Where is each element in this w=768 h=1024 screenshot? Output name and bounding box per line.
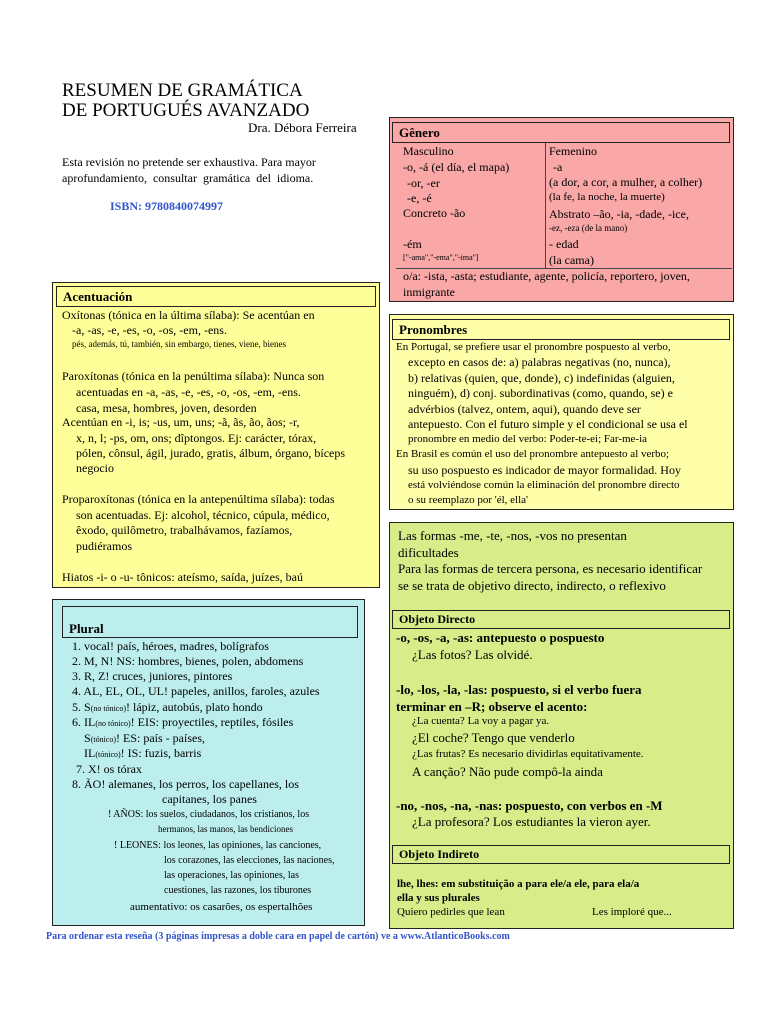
objeto-directo-rule-2: -lo, -los, -la, -las: pospuesto, si el verbo fuera [396,682,642,697]
objeto-directo-title: Objeto Directo [392,610,730,629]
genero-fem-7: (la cama) [549,253,594,267]
plural-rule-8-leones-cont-3: cuestiones, las razones, los tiburones [164,885,312,896]
plural-rule-7: 7. X! os tórax [76,762,142,776]
plural-rule-5: 5. S(no tónico)! lápiz, autobús, plato hondo [72,700,263,714]
pronombres-line: En Brasil es común el uso del pronombre antepuesto al verbo; [396,448,670,460]
plural-rule-2: 2. M, N! NS: hombres, bienes, polen, abdomens [72,654,304,668]
genero-femenino-heading: Femenino [549,144,597,158]
genero-masc-4: Concreto -ão [403,206,466,220]
genero-masc-1: -o, -á (el día, el mapa) [403,160,510,174]
plural-rule-8-anos-cont: hermanos, las manos, las bendiciones [158,824,293,834]
footer-order-note: Para ordenar esta reseña (3 páginas impresas a doble cara en papel de cartón) ve a www.AtlanticoBooks.com [46,931,510,942]
pronombres-line: b) relativas (quien, que, donde), c) indefinidas (alguien, [408,371,675,385]
acentuacion-line: Acentúan en -i, is; -us, um, uns; -ã, ãs, ão, ãos; -r, [62,415,300,429]
plural-rule-8-aumentativo: aumentativo: os casarões, os espertalhões [130,901,313,913]
plural-rule-8-cont: capitanes, los panes [162,792,257,806]
objeto-indirecto-rule-1: lhe, lhes: em substituição a para ele/a ele, para ela/a [397,878,640,890]
acentuacion-line: pés, además, tú, también, sin embargo, tienes, viene, bienes [72,339,287,349]
acentuacion-line: pólen, cônsul, ágil, jurado, gratis, álbum, órgano, bíceps [76,446,346,460]
objeto-indirecto-title: Objeto Indireto [392,845,730,864]
objeto-directo-example-4: ¿Las frutas? Es necesario dividirlas equitativamente. [412,748,644,760]
pronombres-title: Pronombres [392,319,730,340]
plural-rule-8-leones: ! LEONES: los leones, las opiniones, las canciones, [114,840,322,851]
objeto-directo-example-3: ¿El coche? Tengo que venderlo [412,730,575,745]
genero-masc-3: -e, -é [407,191,432,205]
plural-rule-8: 8. ÃO! alemanes, los perros, los capellanes, los [72,777,299,791]
isbn: ISBN: 9780840074997 [110,199,224,213]
genero-fem-3: (la fe, la noche, la muerte) [549,191,665,203]
genero-masc-6: ["-ama","-ema","-ima"] [403,253,479,262]
genero-fem-6: - edad [549,237,579,251]
pronombres-line: excepto en casos de: a) palabras negativas (no, nunca), [408,355,671,369]
plural-rule-3: 3. R, Z! cruces, juniores, pintores [72,669,233,683]
plural-rule-8-anos: ! AÑOS: los suelos, ciudadanos, los cristianos, los [108,809,310,820]
objeto-indirecto-example-1: Quiero pedirles que lean [397,906,505,918]
plural-rule-6: 6. IL(no tónico)! EIS: proyectiles, reptiles, fósiles [72,715,294,729]
acentuacion-line: negocio [76,461,114,475]
genero-masculino-heading: Masculino [403,144,454,158]
acentuacion-line: -a, -as, -e, -es, -o, -os, -em, -ens. [72,323,227,337]
objeto-directo-rule-2-cont: terminar en –R; observe el acento: [396,699,588,714]
acentuacion-line: Oxítonas (tónica en la última sílaba): Se acentúan en [62,308,315,322]
objeto-directo-example-5: A canção? Não pude compô-la ainda [412,764,603,779]
genero-masc-2: -or, -er [407,176,440,190]
acentuacion-line: pudiéramos [76,539,132,553]
objeto-indirecto-example-2: Les imploré que... [592,906,672,918]
author: Dra. Débora Ferreira [248,120,357,135]
plural-rule-8-leones-cont-2: las operaciones, las opiniones, las [164,870,299,881]
acentuacion-line: son acentuadas. Ej: alcohol, técnico, cúpula, médico, [76,508,330,522]
genero-fem-2: (a dor, a cor, a mulher, a colher) [549,175,703,189]
pronombres-line: pronombre en medio del verbo: Poder-te-ei; Far-me-ia [408,433,648,445]
plural-rule-6-tonico-s: S(tónico)! ES: país - países, [84,731,206,745]
acentuacion-line: acentuadas en -a, -as, -e, -es, -o, -os, -em, -ens. [76,385,301,399]
acentuacion-line: x, n, l; -ps, om, ons; dîptongos. Ej: carácter, tórax, [76,431,317,445]
genero-fem-4: Abstrato –ão, -ia, -dade, -ice, [549,207,689,221]
genero-fem-1: -a [553,160,563,174]
document-title-line-1: RESUMEN DE GRAMÁTICA [62,80,303,101]
plural-rule-1: 1. vocal! país, héroes, madres, bolígrafos [72,639,269,653]
objeto-directo-example-1: ¿Las fotos? Las olvidé. [412,647,533,662]
plural-rule-4: 4. AL, EL, OL, UL! papeles, anillos, faroles, azules [72,684,320,698]
intro-line-1: Esta revisión no pretende ser exhaustiva. Para mayor [62,155,316,169]
acentuacion-line: casa, mesa, hombres, joven, desorden [76,401,257,415]
genero-masc-5: -ém [403,237,422,251]
objeto-indirecto-rule-2: ella y sus plurales [397,892,480,904]
plural-rule-6-tonico-il: IL(tónico)! IS: fuzis, barris [84,746,202,760]
genero-fem-5: -ez, -eza (de la mano) [549,223,628,233]
objeto-directo-example-6: ¿La profesora? Los estudiantes la vieron ayer. [412,814,651,829]
document-title-line-2: DE PORTUGUÉS AVANZADO [62,100,310,121]
genero-bottom-2: inmigrante [403,285,455,299]
acentuacion-title: Acentuación [56,286,376,307]
objeto-directo-rule-1: -o, -os, -a, -as: antepuesto o pospuesto [396,630,605,645]
genero-bottom-1: o/a: -ista, -asta; estudiante, agente, policía, reportero, joven, [403,269,690,283]
genero-title: Gênero [392,122,730,143]
objeto-directo-rule-3: -no, -nos, -na, -nas: pospuesto, con verbos en -M [396,798,663,813]
plural-title: Plural [62,606,358,638]
pronombres-line: su uso pospuesto es indicador de mayor formalidad. Hoy [408,463,681,477]
formas-line-4: se se trata de objetivo directo, indirecto, o reflexivo [398,578,666,593]
formas-line-1: Las formas -me, -te, -nos, -vos no presentan [398,528,627,543]
pronombres-line: o su reemplazo por 'él, ella' [408,494,529,506]
formas-line-3: Para las formas de tercera persona, es necesario identificar [398,561,703,576]
pronombres-line: En Portugal, se prefiere usar el pronombre pospuesto al verbo, [396,341,671,353]
pronombres-line: ninguém), d) conj. subordinativas (como, quando, se) e [408,386,673,400]
acentuacion-line: Proparoxítonas (tónica en la antepenúltima sílaba): todas [62,492,335,506]
intro-line-2: aprofundamiento, consultar gramática del idioma. [62,171,314,185]
acentuacion-line: Hiatos -i- o -u- tônicos: ateísmo, saída, juízes, baú [62,570,303,584]
objeto-directo-example-2: ¿La cuenta? La voy a pagar ya. [412,715,550,727]
acentuacion-line: êxodo, quilômetro, trabalhávamos, fazíamos, [76,523,293,537]
formas-line-2: dificultades [398,545,459,560]
acentuacion-line: Paroxítonas (tónica en la penúltima sílaba): Nunca son [62,369,325,383]
pronombres-line: advérbios (talvez, ontem, aqui), quando deve ser [408,402,641,416]
pronombres-line: está volviéndose común la eliminación del pronombre directo [408,479,680,491]
plural-rule-8-leones-cont-1: los corazones, las elecciones, las naciones, [164,855,335,866]
pronombres-line: antepuesto. Con el futuro simple y el condicional se usa el [408,417,688,431]
genero-column-divider [545,143,546,268]
